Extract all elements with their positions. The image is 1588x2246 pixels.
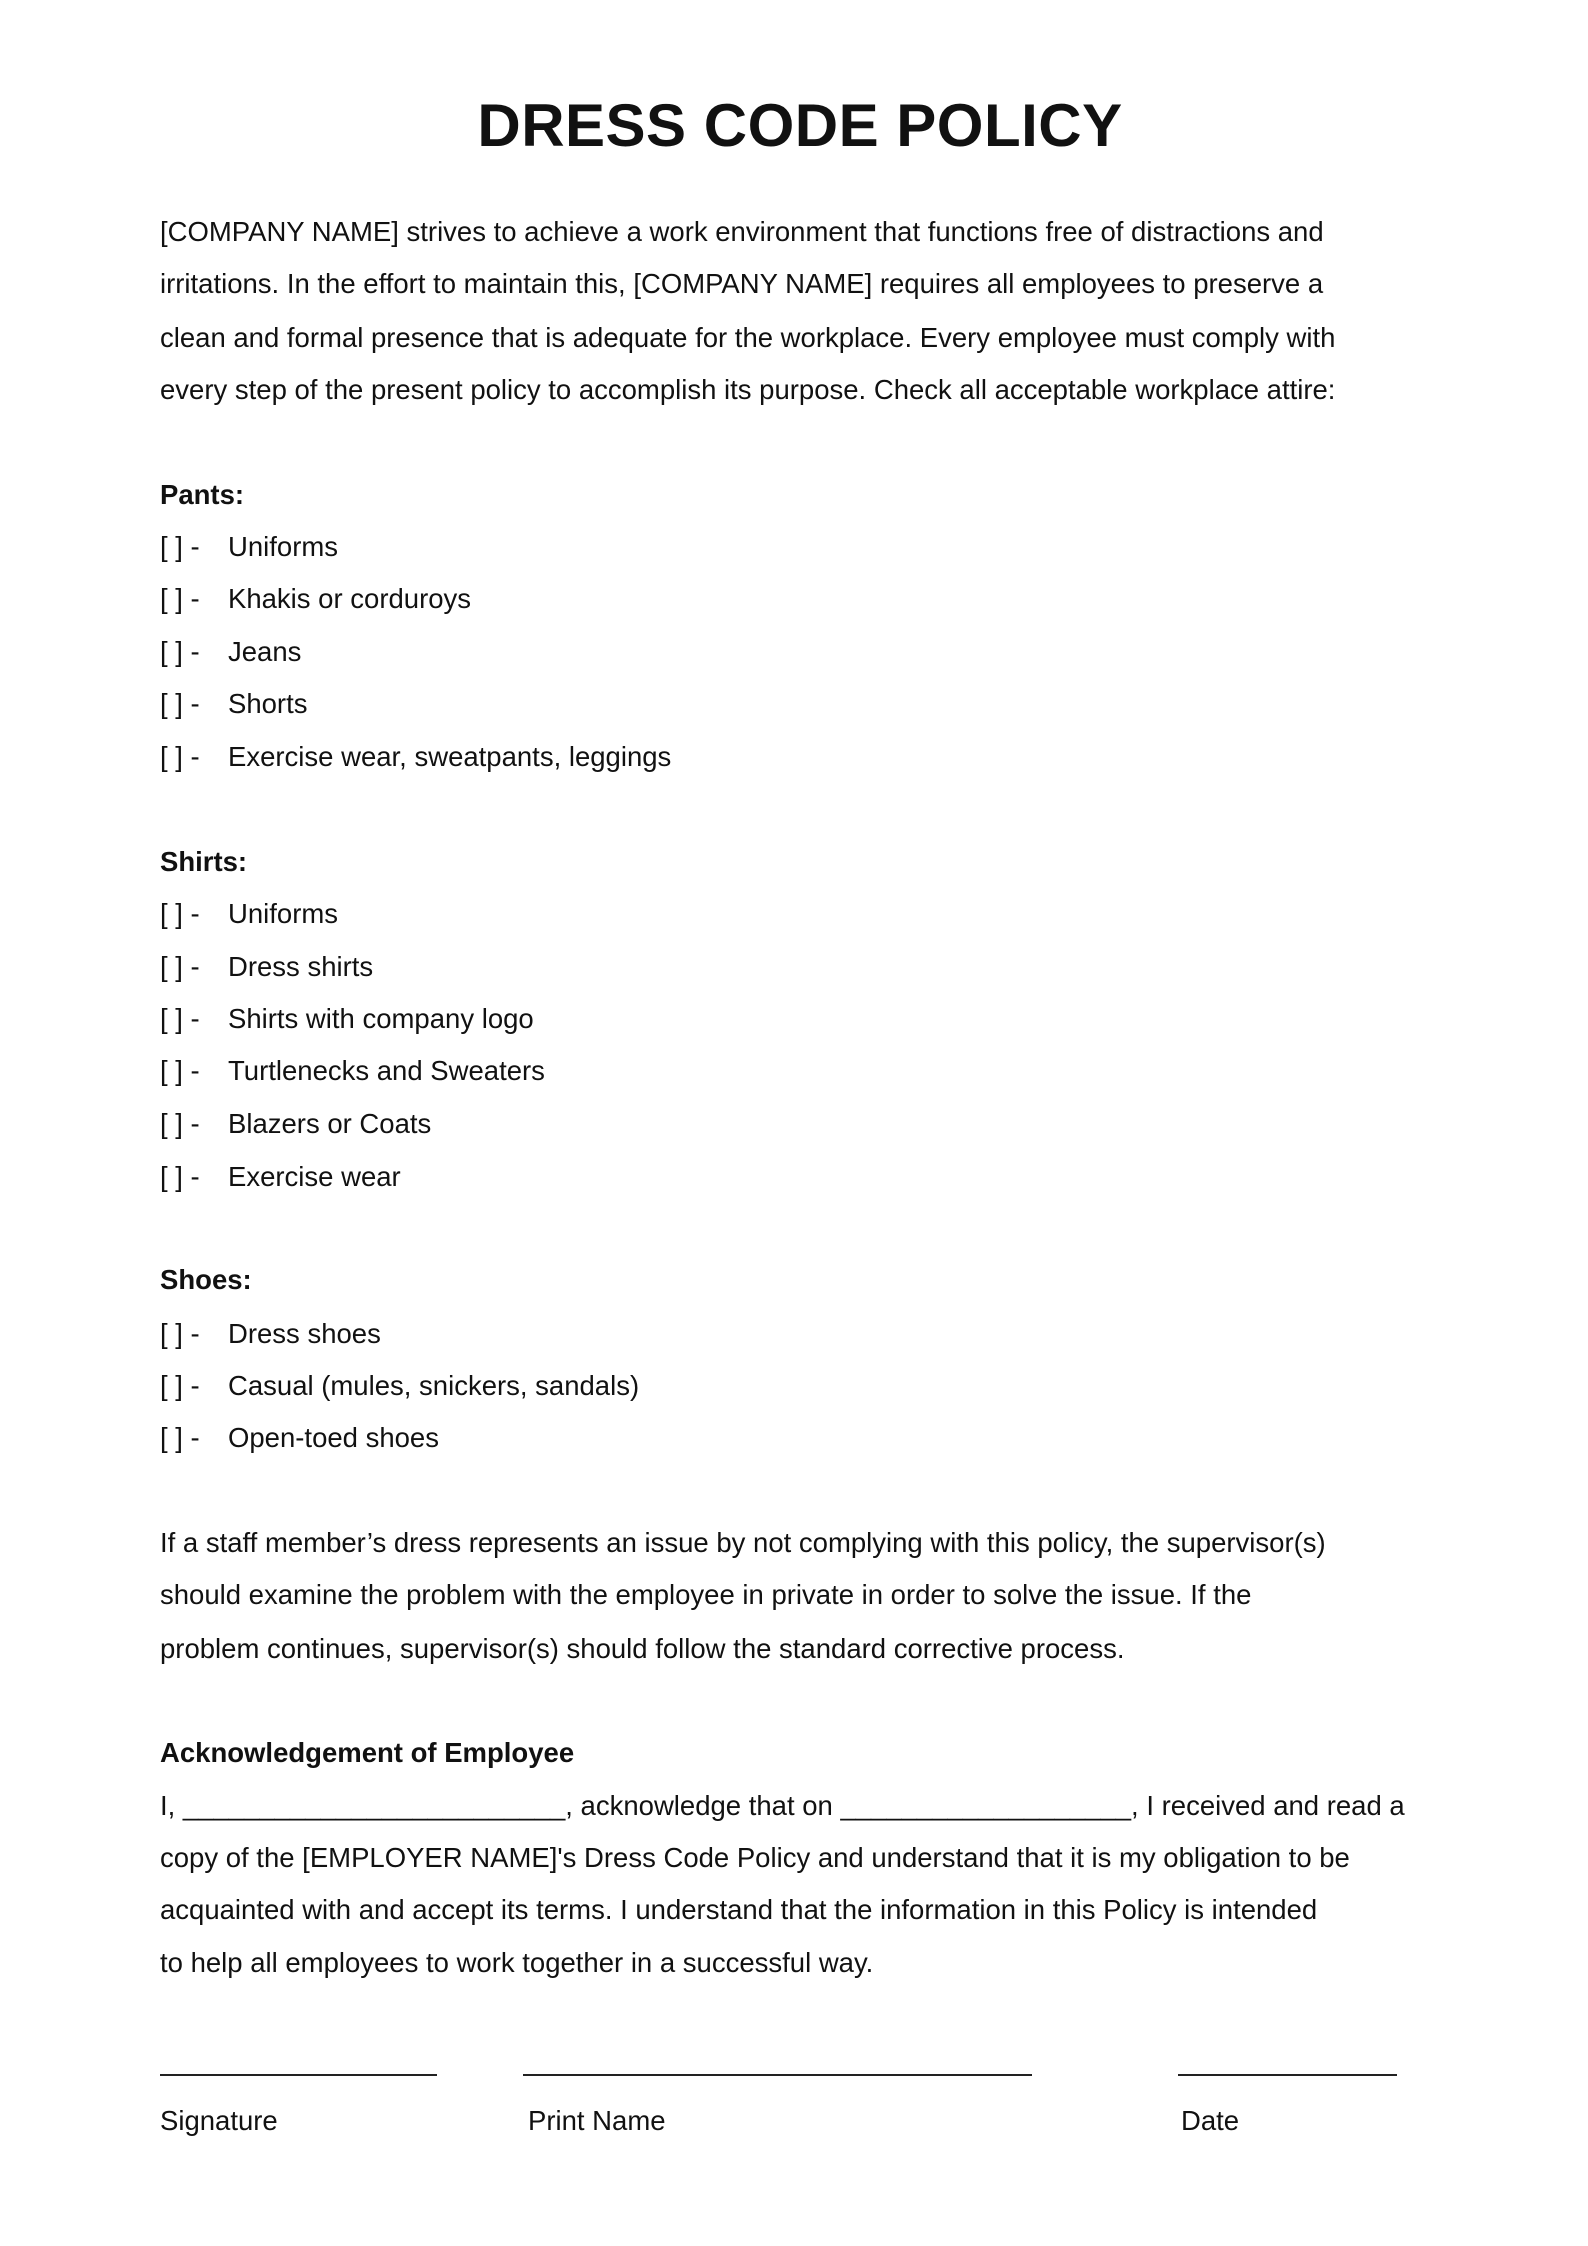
acknowledgement-line: acquainted with and accept its terms. I understand that the information in this Policy is intended (160, 1894, 1318, 1925)
checkbox[interactable]: [ ] - (160, 688, 200, 719)
pants-checklist-item[interactable] (160, 626, 301, 678)
checkbox[interactable]: [ ] - (160, 1003, 200, 1034)
date-label: Date (1181, 2105, 1240, 2136)
shoes-checklist-item[interactable] (160, 1412, 439, 1464)
checklist-item-label: Jeans (228, 636, 302, 667)
checkbox[interactable]: [ ] - (160, 531, 200, 562)
pants-checklist-item[interactable] (160, 521, 338, 573)
checklist-item-label: Casual (mules, snickers, sandals) (228, 1370, 640, 1401)
checkbox[interactable]: [ ] - (160, 1370, 200, 1401)
print-name-label: Print Name (528, 2105, 666, 2136)
intro-line: irritations. In the effort to maintain this, [COMPANY NAME] requires all employees to preserve a (160, 268, 1324, 299)
shirts-checklist-item[interactable] (160, 1045, 545, 1097)
checkbox[interactable]: [ ] - (160, 1108, 200, 1139)
shirts-checklist-item[interactable] (160, 941, 373, 993)
checklist-item-label: Open-toed shoes (228, 1422, 439, 1453)
acknowledgement-line: to help all employees to work together in a successful way. (160, 1947, 874, 1978)
pants-checklist-item[interactable] (160, 731, 671, 783)
print-name-line[interactable] (523, 2074, 1032, 2076)
checkbox[interactable]: [ ] - (160, 636, 200, 667)
shirts-checklist-item[interactable] (160, 1098, 431, 1150)
shoes-heading: Shoes: (160, 1264, 252, 1295)
checklist-item-label: Dress shirts (228, 951, 374, 982)
signature-line[interactable] (160, 2074, 437, 2076)
intro-line: every step of the present policy to accomplish its purpose. Check all acceptable workplace attire: (160, 374, 1336, 405)
checklist-item-label: Khakis or corduroys (228, 583, 472, 614)
date-line[interactable] (1178, 2074, 1397, 2076)
pants-heading: Pants: (160, 479, 245, 510)
checklist-item-label: Uniforms (228, 898, 339, 929)
checklist-item-label: Exercise wear (228, 1161, 401, 1192)
checkbox[interactable]: [ ] - (160, 1422, 200, 1453)
checklist-item-label: Dress shoes (228, 1318, 381, 1349)
pants-checklist-item[interactable] (160, 678, 307, 730)
shirts-checklist-item[interactable] (160, 888, 338, 940)
intro-line: [COMPANY NAME] strives to achieve a work environment that functions free of distractions and (160, 216, 1324, 247)
acknowledgement-line: copy of the [EMPLOYER NAME]'s Dress Code Policy and understand that it is my obligation to be (160, 1842, 1350, 1873)
checkbox[interactable]: [ ] - (160, 1318, 200, 1349)
page-title: DRESS CODE POLICY (477, 92, 1123, 159)
shirts-checklist-item[interactable] (160, 1151, 401, 1203)
signature-label: Signature (160, 2105, 278, 2136)
issue-paragraph-line: problem continues, supervisor(s) should follow the standard corrective process. (160, 1633, 1125, 1664)
shirts-checklist-item[interactable] (160, 993, 534, 1045)
pants-checklist-item[interactable] (160, 573, 471, 625)
checklist-item-label: Shorts (228, 688, 308, 719)
intro-line: clean and formal presence that is adequate for the workplace. Every employee must comply with (160, 322, 1336, 353)
acknowledgement-heading: Acknowledgement of Employee (160, 1737, 575, 1768)
acknowledgement-line: I, _________________________, acknowledge that on ___________________, I received and read a (160, 1790, 1405, 1821)
checkbox[interactable]: [ ] - (160, 1055, 200, 1086)
issue-paragraph-line: should examine the problem with the employee in private in order to solve the issue. If the (160, 1579, 1252, 1610)
checklist-item-label: Blazers or Coats (228, 1108, 432, 1139)
issue-paragraph-line: If a staff member’s dress represents an issue by not complying with this policy, the supervisor(s) (160, 1527, 1326, 1558)
checklist-item-label: Turtlenecks and Sweaters (228, 1055, 545, 1086)
shoes-checklist-item[interactable] (160, 1308, 381, 1360)
checkbox[interactable]: [ ] - (160, 741, 200, 772)
checkbox[interactable]: [ ] - (160, 583, 200, 614)
checklist-item-label: Shirts with company logo (228, 1003, 534, 1034)
checkbox[interactable]: [ ] - (160, 898, 200, 929)
checkbox[interactable]: [ ] - (160, 951, 200, 982)
checklist-item-label: Exercise wear, sweatpants, leggings (228, 741, 672, 772)
shirts-heading: Shirts: (160, 846, 248, 877)
checkbox[interactable]: [ ] - (160, 1161, 200, 1192)
shoes-checklist-item[interactable] (160, 1360, 639, 1412)
checklist-item-label: Uniforms (228, 531, 339, 562)
